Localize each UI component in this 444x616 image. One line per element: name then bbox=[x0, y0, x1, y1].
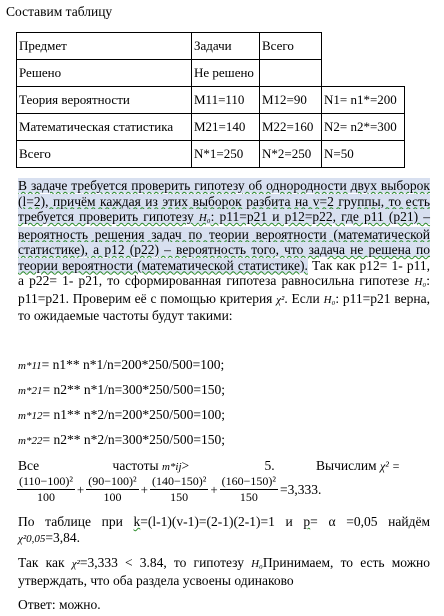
table-cell: M11=110 bbox=[192, 87, 260, 114]
table-cell: Предмет bbox=[17, 33, 192, 60]
h0-symbol: H₀ bbox=[414, 276, 427, 288]
problem-paragraph: В задаче требуется проверить гипотезу об однородности двух выборок (l=2), причём каждая из этих выборок разбита на v=2 группы, то есть требуется проверить гипотезу H₀: p11=p21 и p12=p22, где p11 (p21) – вероятность решения задач по теории вероятности (математической статистике), а p12 (p22) – вероятность того, что задача не решена по теории вероятности (математической статистике). Так как p12= 1- p11, а p22= 1- p21, то сформированная гипотеза равносильна гипотезе H₀: p11=p21. Проверим её с помощью критерия χ². Если H₀: p11=p21 верна, то ожидаемые частоты будут такими: bbox=[18, 178, 431, 323]
expected-frequency-line: m*22= n2** n*2/n=300*250/500=150; bbox=[18, 432, 226, 447]
expected-frequency-line: m*11= n1** n*1/n=200*250/500=100; bbox=[18, 357, 225, 372]
highlighted-text: В задаче требуется проверить гипотезу об однородности двух выборок (l=2), причём каждая из этих выборок разбита на v=2 группы, то есть требуется проверить гипотезу H₀: p11=p21 и p12=p22, где p11 (p21) – вероятность решения задач по теории вероятности (математической статистике), а p12 (p22) – вероятность того, что задача не решена по теории вероятности (математической статистике). bbox=[18, 178, 431, 273]
table-cell: N1= n1*=200 bbox=[322, 87, 405, 114]
fraction: $\frac{\text{(140−150)²}}{150}$ bbox=[151, 474, 207, 504]
section-heading: Составим таблицу bbox=[6, 4, 113, 19]
table-row bbox=[17, 33, 405, 60]
expected-frequency-line: m*12= n1** n*2/n=200*250/500=100; bbox=[18, 407, 226, 422]
table-row bbox=[17, 87, 405, 114]
table-cell bbox=[322, 60, 405, 87]
table-cell: Всего bbox=[260, 33, 322, 60]
table-cell: Решено bbox=[17, 60, 192, 87]
table-cell: Всего bbox=[17, 141, 192, 168]
table-cell: N*1=250 bbox=[192, 141, 260, 168]
table-cell: M21=140 bbox=[192, 114, 260, 141]
fraction: $\frac{\text{(90−100)²}}{100}$ bbox=[88, 474, 137, 504]
table-cell: Теория вероятности bbox=[17, 87, 192, 114]
table-cell: Задачи bbox=[192, 33, 260, 60]
table-lookup-paragraph: По таблице при k=(l-1)(v-1)=(2-1)(2-1)=1 и p= α =0,05 найдём χ²0,05=3,84. bbox=[18, 514, 430, 545]
h0-symbol: H₀ bbox=[198, 212, 211, 224]
table-cell: N2= n2*=300 bbox=[322, 114, 405, 141]
table-cell: Математическая статистика bbox=[17, 114, 192, 141]
table-cell: M12=90 bbox=[260, 87, 322, 114]
fraction: $\frac{\text{(160−150)²}}{150}$ bbox=[221, 474, 277, 504]
table-cell bbox=[260, 60, 322, 87]
contingency-table bbox=[16, 32, 405, 168]
all-frequencies-line: Все частоты m*ij> 5. Вычислим χ² = bbox=[18, 458, 400, 473]
table-cell: M22=160 bbox=[260, 114, 322, 141]
expected-frequency-line: m*21= n2** n*1/n=300*250/500=150; bbox=[18, 382, 226, 397]
fraction: $\frac{\text{(110−100)²}}{100}$ bbox=[19, 474, 73, 504]
h0-symbol: H₀ bbox=[323, 293, 336, 306]
table-cell: N=50 bbox=[322, 141, 405, 168]
table-cell: N*2=250 bbox=[260, 141, 322, 168]
chi-square-symbol: χ² bbox=[276, 293, 285, 306]
table-cell: Не решено bbox=[192, 60, 260, 87]
table-cell bbox=[322, 33, 405, 60]
table-row bbox=[17, 141, 405, 168]
chi-square-formula: $\frac{\text{(110−100)²}}{100}$ + $\frac{\text{(90−100)²}}{100}$ + $\frac{\text{(140−150)²}}{150}$ + $\frac{\text{(160−150)²}}{150}$ =3,333. bbox=[19, 474, 322, 504]
answer-line: Ответ: можно. bbox=[18, 597, 101, 612]
table-row bbox=[17, 114, 405, 141]
conclusion-paragraph: Так как χ²=3,333 < 3.84, то гипотезу H₀Принимаем, то есть можно утверждать, что оба раздела усвоены одинаково bbox=[18, 555, 430, 588]
table-row bbox=[17, 60, 405, 87]
